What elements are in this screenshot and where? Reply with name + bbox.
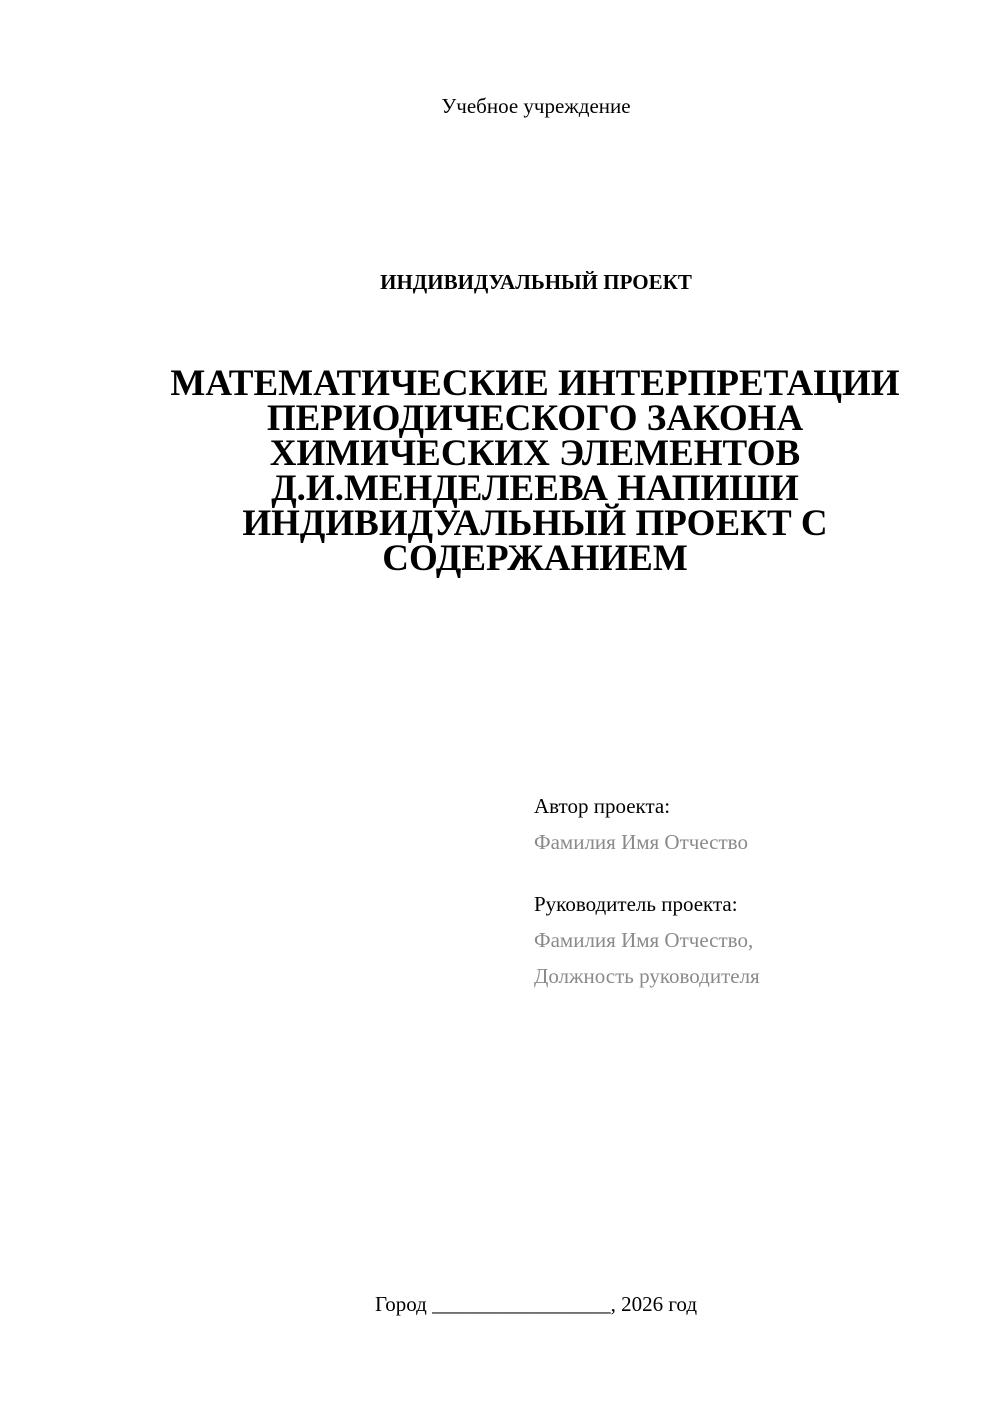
- author-label: Автор проекта:: [534, 794, 671, 818]
- spacer: [534, 860, 974, 886]
- title-line: Д.И.МЕНДЕЛЕЕВА НАПИШИ: [271, 468, 799, 509]
- author-name: Фамилия Имя Отчество: [534, 830, 748, 854]
- title-line: МАТЕМАТИЧЕСКИЕ ИНТЕРПРЕТАЦИИ: [170, 363, 900, 404]
- title-line: СОДЕРЖАНИЕМ: [382, 538, 688, 579]
- supervisor-name: Фамилия Имя Отчество,: [534, 928, 754, 952]
- document-type: ИНДИВИДУАЛЬНЫЙ ПРОЕКТ: [380, 270, 692, 294]
- title-line: ХИМИЧЕСКИХ ЭЛЕМЕНТОВ: [269, 433, 801, 474]
- supervisor-label: Руководитель проекта:: [534, 892, 738, 916]
- supervisor-position: Должность руководителя: [534, 964, 760, 988]
- authors-block: [534, 788, 974, 994]
- title-line: ПЕРИОДИЧЕСКОГО ЗАКОНА: [266, 398, 804, 439]
- project-title: [140, 363, 930, 579]
- title-line: ИНДИВИДУАЛЬНЫЙ ПРОЕКТ С: [242, 503, 828, 544]
- institution-name: Учебное учреждение: [441, 94, 631, 118]
- city-year-line: Город _________________, 2026 год: [374, 1292, 698, 1316]
